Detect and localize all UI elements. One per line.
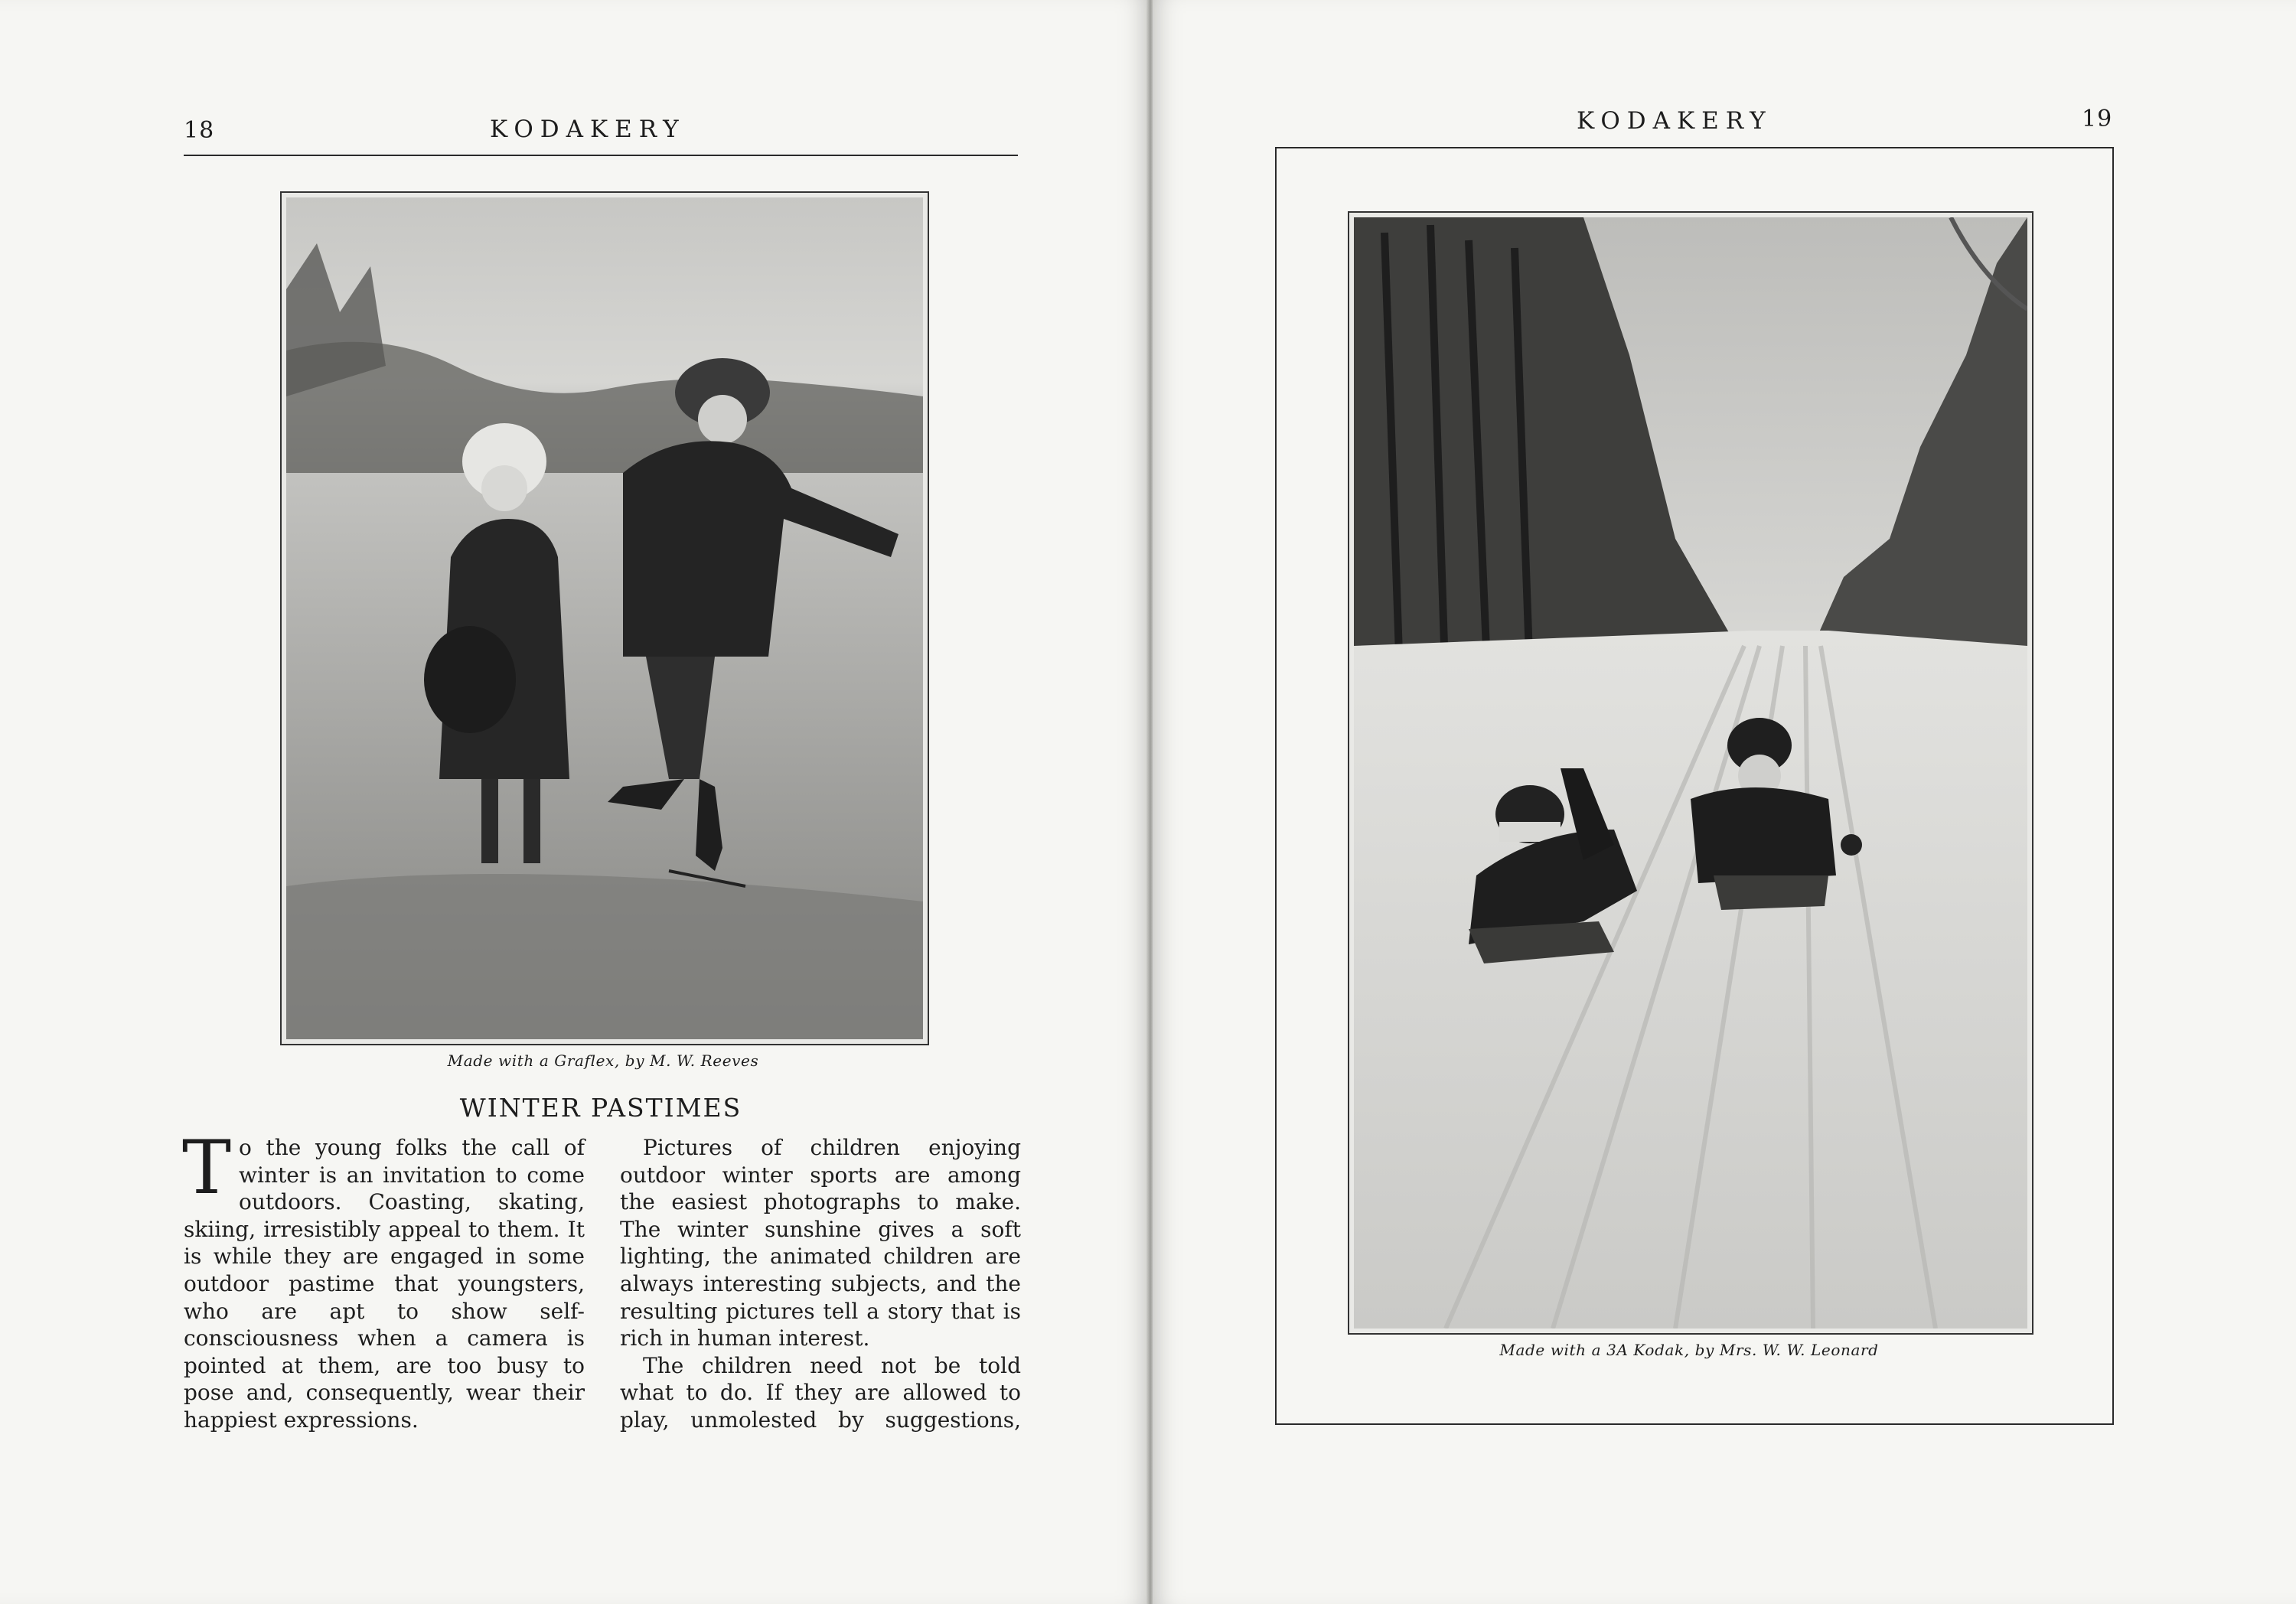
running-head: KODAKERY [490, 116, 686, 143]
column2-paragraph-1: Pictures of children enjoying outdoor winter sports are among the easiest photographs to make. The winter sunshine gives a soft lighting, the animated children are always interesting subjects, and the resulting pictures tell a story that is rich in human interest. [620, 1135, 1021, 1351]
column2-paragraph-2: The children need not be told what to do. If they are allowed to play, unmolested by suggestions, [620, 1352, 1021, 1433]
photo-caption: Made with a 3A Kodak, by Mrs. W. W. Leonard [1499, 1341, 1879, 1359]
article-title: WINTER PASTIMES [459, 1093, 742, 1123]
text-column-2 [620, 1134, 1021, 1434]
photo-frame [1348, 211, 2033, 1335]
sledding-boys-photo [1354, 217, 2027, 1329]
header-rule [184, 155, 1018, 156]
skating-children-photo [286, 197, 923, 1039]
drop-cap: T [182, 1125, 232, 1211]
running-head: KODAKERY [1577, 107, 1773, 135]
right-page [1153, 0, 2296, 1604]
column1-text: o the young folks the call of winter is an invitation to come outdoors. Coasting, skating, skiing, irresistibly appeal to them. It is while they are engaged in some outdoor pastime that youngsters, who are apt to show self-consciousness when a camera is pointed at them, are too busy to pose and, consequently, wear their happiest expressions. [184, 1135, 585, 1433]
page-number: 19 [2082, 106, 2113, 132]
page-number: 18 [184, 117, 215, 144]
photo-caption: Made with a Graflex, by M. W. Reeves [447, 1051, 759, 1070]
photo-frame [280, 191, 929, 1045]
text-column-1 [182, 1125, 585, 1434]
